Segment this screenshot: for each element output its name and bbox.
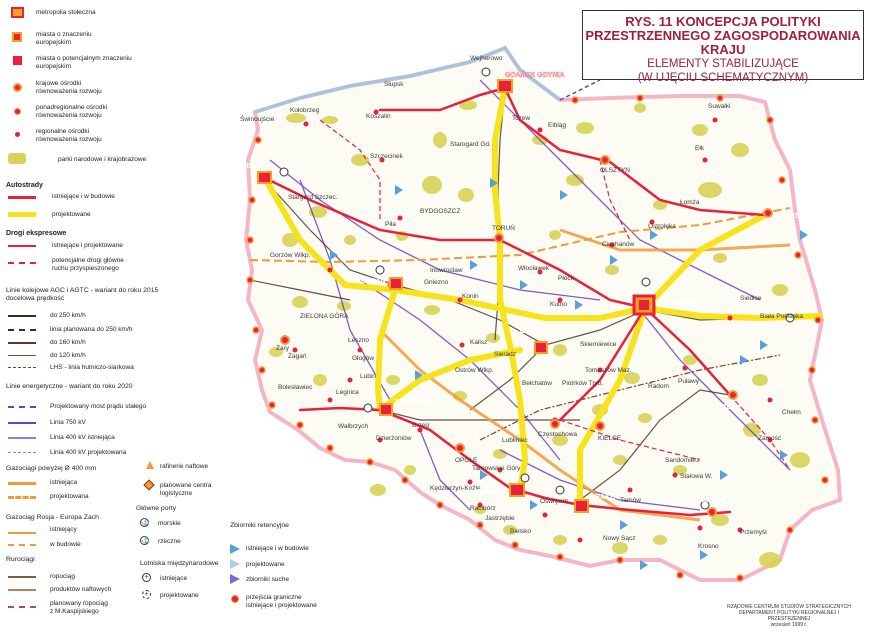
svg-text:Jastrzębie: Jastrzębie xyxy=(485,515,515,522)
legend-rail-250-label: do 250 km/h xyxy=(50,312,86,319)
svg-text:Wałbrzych: Wałbrzych xyxy=(338,423,369,430)
logistics-centre-icon xyxy=(143,479,154,490)
legend-motorway-existing-label: istniejące i w budowie xyxy=(52,193,115,200)
reservoir-existing-icon xyxy=(230,544,240,554)
svg-text:Legnica: Legnica xyxy=(336,389,359,396)
svg-text:Włocławek: Włocławek xyxy=(518,265,550,272)
legend-parks-label: parki narodowe i krajobrazowe xyxy=(58,156,147,163)
legend-rail-160-label: do 160 km/h xyxy=(50,339,86,346)
legend-energy-heading: Linie energetyczne - wariant do roku 2020 xyxy=(6,383,133,390)
legend-panel xyxy=(0,0,232,636)
svg-text:Lubliniec: Lubliniec xyxy=(502,437,528,444)
legend-rail-120-line xyxy=(8,355,36,356)
svg-text:WROCŁAW: WROCŁAW xyxy=(395,399,433,406)
legend-reservoir-existing-label: istniejące i w budowie xyxy=(246,545,309,552)
svg-text:TORUŃ: TORUŃ xyxy=(492,225,515,232)
svg-text:Suwałki: Suwałki xyxy=(708,103,731,110)
legend-yamal-existing-label: istniejący xyxy=(50,526,77,533)
airport-projected-icon: + xyxy=(142,590,151,599)
svg-text:Brzeg: Brzeg xyxy=(412,422,429,429)
svg-text:Płock: Płock xyxy=(558,275,574,282)
title-line-2: PRZESTRZENNEGO ZAGOSPODAROWANIA KRAJU xyxy=(585,28,861,57)
legend-400-label: Linia 400 kV istniejąca xyxy=(50,434,115,441)
svg-text:Stalowa W.: Stalowa W. xyxy=(680,473,713,480)
svg-text:Leszno: Leszno xyxy=(348,337,369,344)
svg-text:Bełchatów: Bełchatów xyxy=(522,380,552,387)
svg-text:Radom: Radom xyxy=(648,383,669,390)
legend-potential-label: miasta o potencjalnym znaczeniu europejskim xyxy=(36,55,132,70)
refinery-icon xyxy=(146,461,154,469)
legend-lhs-line xyxy=(8,367,36,368)
legend-sea-port-label: morskie xyxy=(158,520,181,527)
svg-text:OPOLE: OPOLE xyxy=(455,457,478,464)
svg-text:Świnoujście: Świnoujście xyxy=(240,116,275,123)
legend-refinery-label: rafinerie naftowe xyxy=(160,463,209,470)
svg-text:Biała Podlaska: Biała Podlaska xyxy=(760,313,803,320)
svg-text:Przemyśl: Przemyśl xyxy=(740,529,767,536)
svg-text:Ostrołęka: Ostrołęka xyxy=(648,223,676,230)
title-line-4: (W UJĘCIU SCHEMATYCZNYM) xyxy=(637,72,809,84)
legend-products-label: produktów naftowych xyxy=(50,586,112,593)
svg-text:Gorzów Wlkp.: Gorzów Wlkp. xyxy=(270,252,311,259)
legend-rail-250-line xyxy=(8,315,36,317)
legend-400-line xyxy=(8,437,36,439)
legend-capital-label: metropolia stołeczna xyxy=(36,9,96,16)
svg-text:KRAKÓW: KRAKÓW xyxy=(590,494,623,501)
svg-text:Głogów: Głogów xyxy=(352,355,375,362)
legend-rail-250p-line xyxy=(8,329,36,331)
svg-text:Lubin: Lubin xyxy=(360,373,376,380)
legend-reservoir-projected-label: projektowane xyxy=(246,561,285,568)
legend-regional-label: regionalne ośrodki równoważenia rozwoju xyxy=(36,128,102,143)
legend-expressway-line xyxy=(8,245,36,247)
capital-marker xyxy=(634,296,654,314)
svg-text:Dzierżoniów: Dzierżoniów xyxy=(376,435,412,442)
legend-dc-link-label: Projektowany most prądu stałego xyxy=(50,403,147,410)
legend-rail-heading: Linie kolejowe AGC i AGTC - wariant do roku 2015 docelowa prędkość xyxy=(6,287,159,302)
svg-text:Starogard Gd.: Starogard Gd. xyxy=(450,141,491,148)
svg-text:Bolesławiec: Bolesławiec xyxy=(278,384,313,391)
svg-text:RZESZÓW: RZESZÓW xyxy=(690,497,725,504)
legend-lhs-label: LHS - linia hutniczo-siarkowa xyxy=(50,364,134,371)
svg-text:Chełm: Chełm xyxy=(782,409,801,416)
legend-gas-heading: Gazociągi powyżej Ø 400 mm xyxy=(6,465,97,472)
legend-expressway-label: istniejące i projektowane xyxy=(52,242,123,249)
legend-reservoirs-heading: Zbiorniki retencyjne xyxy=(230,522,289,529)
svg-text:Żary: Żary xyxy=(276,345,289,352)
svg-text:BIAŁYSTOK: BIAŁYSTOK xyxy=(774,213,815,220)
title-line-3: ELEMENTY STABILIZUJĄCE xyxy=(647,58,799,70)
legend-motorway-projected-line xyxy=(8,212,36,217)
legend-400p-label: Linia 400 kV projektowana xyxy=(50,449,127,456)
legend-products-line xyxy=(8,589,36,591)
svg-text:Zamość: Zamość xyxy=(758,435,782,442)
legend-400p-line xyxy=(8,452,36,453)
legend-yamal-heading: Gazociąg Rosja - Europa Zach xyxy=(6,514,99,521)
legend-gas-projected-label: projektowana xyxy=(50,493,89,500)
svg-text:Oświęcim: Oświęcim xyxy=(540,498,569,505)
legend-rail-120-label: do 120 km/h xyxy=(50,352,86,359)
svg-text:WARSZAWA: WARSZAWA xyxy=(655,300,697,307)
svg-text:SZCZECIN: SZCZECIN xyxy=(228,163,263,170)
border-crossing-icon xyxy=(231,595,239,603)
svg-text:Stargard Szczec.: Stargard Szczec. xyxy=(288,194,338,201)
svg-text:Ciechanów: Ciechanów xyxy=(602,241,635,248)
svg-text:KIELCE: KIELCE xyxy=(598,435,622,442)
svg-text:Żagań: Żagań xyxy=(288,353,307,360)
legend-yamal-existing-line xyxy=(8,532,36,534)
svg-text:Nowy Sącz: Nowy Sącz xyxy=(603,535,636,542)
legend-airport-projected-label: projektowane xyxy=(160,592,199,599)
svg-text:Inowrocław: Inowrocław xyxy=(430,267,463,274)
legend-potential-symbol xyxy=(13,56,22,65)
legend-gas-existing-line xyxy=(8,482,36,485)
legend-yamal-building-label: w budowie xyxy=(50,541,81,548)
legend-logistics-label: planowane centra logistyczne xyxy=(160,482,212,497)
legend-caspian-label: planowany ropociąg z M.Kaspijskiego xyxy=(50,600,108,615)
legend-airports-heading: Lotniska międzynarodowe xyxy=(140,560,219,567)
reservoir-projected-icon xyxy=(230,559,240,569)
svg-text:Tomaszów Maz.: Tomaszów Maz. xyxy=(585,367,632,374)
svg-text:Kołobrzeg: Kołobrzeg xyxy=(290,107,320,114)
svg-text:Wejherowo: Wejherowo xyxy=(470,55,503,62)
svg-text:POZNAŃ: POZNAŃ xyxy=(356,278,386,285)
legend-gas-projected-line xyxy=(8,496,36,499)
legend-motorway-projected-label: projektowane xyxy=(52,211,91,218)
svg-text:BYDGOSZCZ: BYDGOSZCZ xyxy=(420,208,461,215)
svg-text:Łomża: Łomża xyxy=(680,199,700,206)
sea-port-icon: ⚓ xyxy=(141,519,150,526)
svg-text:OLSZTYN: OLSZTYN xyxy=(600,167,630,174)
svg-text:Kalisz: Kalisz xyxy=(470,339,488,346)
legend-potential-road-line xyxy=(8,262,36,264)
svg-text:Tarnów: Tarnów xyxy=(620,497,641,504)
svg-text:Gniezno: Gniezno xyxy=(424,279,449,286)
legend-oil-line xyxy=(8,576,36,578)
legend-expressways-heading: Drogi ekspresowe xyxy=(6,230,67,237)
svg-text:Sandomierz: Sandomierz xyxy=(665,457,700,464)
svg-text:Piła: Piła xyxy=(385,221,396,228)
svg-text:Ełk: Ełk xyxy=(695,145,705,152)
legend-supraregional-label: ponadregionalne ośrodki równoważenia rozwoju xyxy=(36,104,108,119)
legend-national-label: krajowe ośrodki równoważenia rozwoju xyxy=(36,80,102,95)
legend-gas-existing-label: istniejąca xyxy=(50,479,78,486)
title-box xyxy=(582,10,864,84)
reservoir-dry-icon xyxy=(230,574,240,584)
legend-reservoir-dry-label: zbiorniki suche xyxy=(246,576,289,583)
svg-text:Skierniewice: Skierniewice xyxy=(580,341,617,348)
legend-airport-existing-label: istniejące xyxy=(160,575,188,582)
legend-european-label: miasta o znaczeniu europejskim xyxy=(36,31,92,46)
legend-dc-link-line xyxy=(8,406,36,408)
legend-border-crossing-label: przejścia graniczne istniejące i projektowane xyxy=(246,594,317,609)
svg-text:Słupsk: Słupsk xyxy=(384,81,404,88)
svg-text:KATOWICE: KATOWICE xyxy=(468,489,506,496)
svg-text:Elbląg: Elbląg xyxy=(548,122,567,129)
svg-text:GDAŃSK GDYNIA: GDAŃSK GDYNIA xyxy=(505,72,565,79)
legend-parks-symbol xyxy=(8,153,26,164)
legend-national-symbol xyxy=(13,83,22,92)
svg-text:Puławy: Puławy xyxy=(678,378,699,385)
legend-regional-symbol xyxy=(15,132,20,137)
svg-text:Krosno: Krosno xyxy=(698,543,719,550)
svg-text:Kutno: Kutno xyxy=(550,301,567,308)
svg-text:Piotrków Tryb.: Piotrków Tryb. xyxy=(562,380,604,387)
legend-ports-heading: Główne porty xyxy=(136,505,177,512)
legend-750-label: Linia 750 kV xyxy=(50,419,86,426)
legend-motorway-existing-line xyxy=(8,196,36,199)
legend-supraregional-symbol xyxy=(14,108,21,115)
svg-text:Koszalin: Koszalin xyxy=(366,113,391,120)
title-line-1: RYS. 11 KONCEPCJA POLITYKI xyxy=(625,14,821,29)
airport-existing-icon: + xyxy=(142,573,151,582)
legend-yamal-building-line xyxy=(8,544,36,546)
svg-text:Siedlce: Siedlce xyxy=(740,295,762,302)
svg-text:Kędzierzyn-Koźle: Kędzierzyn-Koźle xyxy=(430,485,481,492)
svg-text:Tczew: Tczew xyxy=(512,115,531,122)
svg-text:ŁÓDŹ: ŁÓDŹ xyxy=(520,328,540,335)
legend-caspian-line xyxy=(8,606,36,608)
legend-european-symbol xyxy=(12,32,22,42)
legend-capital-symbol xyxy=(11,7,24,18)
svg-text:Częstochowa: Częstochowa xyxy=(538,431,578,438)
legend-rail-250p-label: linia planowana do 250 km/h xyxy=(50,326,133,333)
svg-text:LUBLIN: LUBLIN xyxy=(712,404,738,411)
svg-text:Sieradz: Sieradz xyxy=(494,351,517,358)
svg-text:Bielsko: Bielsko xyxy=(510,528,531,535)
svg-text:Ostrów Wlkp.: Ostrów Wlkp. xyxy=(455,367,494,374)
legend-pipelines-heading: Rurociągi xyxy=(6,556,35,563)
svg-text:ZIELONA GÓRA: ZIELONA GÓRA xyxy=(300,313,349,320)
legend-motorways-heading: Autostrady xyxy=(6,182,43,189)
legend-river-port-label: rzeczne xyxy=(158,538,181,545)
legend-750-line xyxy=(8,422,36,424)
svg-text:Racibórz: Racibórz xyxy=(470,505,496,512)
legend-rail-160-line xyxy=(8,342,36,344)
river-port-icon: ⚓ xyxy=(141,537,150,544)
svg-text:Tarnowskie Góry: Tarnowskie Góry xyxy=(472,465,521,472)
legend-oil-label: ropociąg xyxy=(50,573,75,580)
legend-potential-road-label: potencjalne drogi główne ruchu przyspieszonego xyxy=(52,257,124,272)
svg-text:Konin: Konin xyxy=(462,293,479,300)
footer-credit: RZĄDOWE CENTRUM STUDIÓW STRATEGICZNYCH DEPARTAMENT POLITYKI REGIONALNEJ I PRZESTRZENNEJ wrzesień 1999 r. xyxy=(727,604,851,628)
svg-text:Szczecinek: Szczecinek xyxy=(370,153,403,160)
